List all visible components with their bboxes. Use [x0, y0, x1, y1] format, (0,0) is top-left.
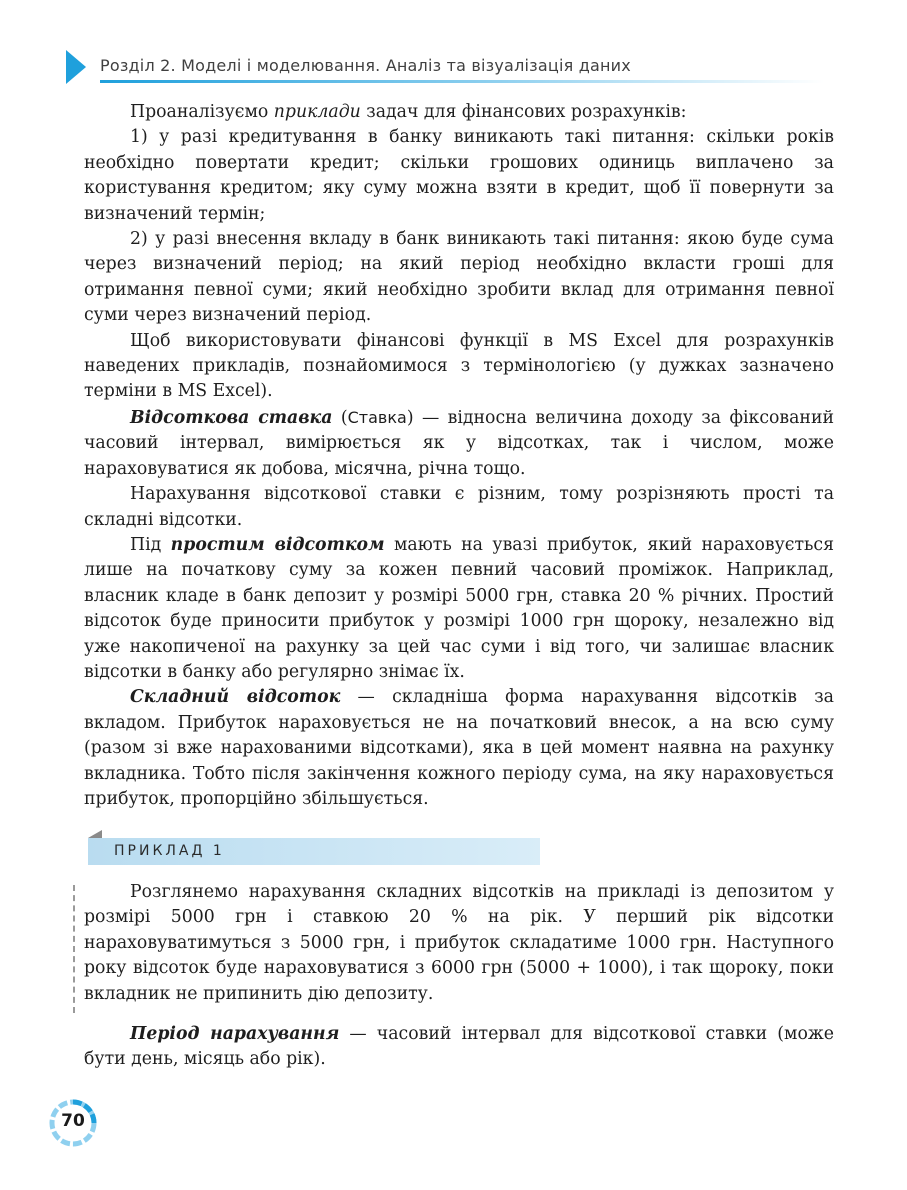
- paragraph-simple-interest: Під простим відсотком мають на увазі прибуток, який нараховується лише на початкову суму за кожен певний часовий проміжок. Наприклад, власник кладе в банк депозит у розмірі 5000 грн, ставка 20 % річних. Простий відсоток буде приносити прибуток у розмірі 1000 грн щороку, незалежно від уже накопиченої на рахунку за цей час суми і від того, чи залишає власник відсотки в банку або регулярно знімає їх.: [84, 534, 834, 682]
- chapter-title: Розділ 2. Моделі і моделювання. Аналіз та візуалізація даних: [100, 56, 631, 75]
- page-number: 70: [61, 1111, 85, 1131]
- page-header: [66, 50, 826, 84]
- paragraph-deposit: 2) у разі внесення вкладу в банк виникають такі питання: якою буде сума через визначений період; на який період необхідно вкласти гроші для отримання певної суми; який необхідно зробити вклад для отримання певної суми через визначений період.: [84, 229, 834, 326]
- paragraph-terminology: Щоб використовувати фінансові функції в MS Excel для розрахунків наведених прикладів, познайомимося з термінологією (у дужках зазначено терміни в MS Excel).: [84, 330, 834, 402]
- example-dashed-line: [73, 885, 75, 1013]
- paragraph-interest-rate: Відсоткова ставка (Ставка) — відносна величина доходу за фіксований часовий інтервал, вимірюється як у відсотках, так і числом, може нараховуватися як добова, місячна, річна тощо.: [84, 407, 834, 479]
- page-number-badge: [49, 1099, 97, 1147]
- paragraph-intro: Проаналізуємо приклади задач для фінансових розрахунків:: [130, 102, 687, 122]
- example-text: Розглянемо нарахування складних відсотків на прикладі із депозитом у розмірі 5000 грн і ставкою 20 % на рік. У перший рік відсотки нараховуватимуться з 5000 грн, і прибуток складатиме 1000 грн. Наступного року відсоток буде нараховуватися з 6000 грн (5000 + 1000), і так щороку, поки вкладник не припинить дію депозиту.: [84, 882, 834, 1004]
- term-simple-interest: простим відсотком: [170, 534, 385, 555]
- term-accrual-period: Період нарахування: [130, 1024, 340, 1044]
- emphasis-examples: приклади: [273, 102, 361, 122]
- example-fold: [88, 830, 102, 838]
- excel-term: Ставка: [347, 407, 407, 427]
- term-compound-interest: Складний відсоток: [130, 687, 341, 708]
- paragraph-credit: 1) у разі кредитування в банку виникають такі питання: скільки років необхідно повертати кредит; скільки грошових одиниць виплачено за користування кредитом; яку суму можна взяти в кредит, щоб її повернути за визначений термін;: [84, 127, 834, 224]
- term-interest-rate: Відсоткова ставка: [130, 407, 333, 428]
- paragraph-types: Нарахування відсоткової ставки є різним, тому розрізняють прості та складні відсотки.: [84, 484, 834, 530]
- accrual-period-block: [84, 1022, 834, 1073]
- paragraph-accrual-period: Період нарахування — часовий інтервал для відсоткової ставки (може бути день, місяць або рік).: [84, 1024, 834, 1070]
- main-text: [84, 100, 834, 812]
- header-rule: [100, 80, 824, 83]
- paragraph-compound-interest: Складний відсоток — складніша форма нарахування відсотків за вкладом. Прибуток нараховується не на початковий внесок, а на всю суму (разом зі вже нарахованими відсотками), яка в цей момент наявна на рахунку вкладника. Тобто після закінчення кожного періоду сума, на яку нараховується прибуток, пропорційно збільшується.: [84, 687, 834, 809]
- example-title: ПРИКЛАД 1: [114, 843, 225, 859]
- example-body: [84, 880, 834, 1007]
- header-arrow-icon: [66, 50, 86, 84]
